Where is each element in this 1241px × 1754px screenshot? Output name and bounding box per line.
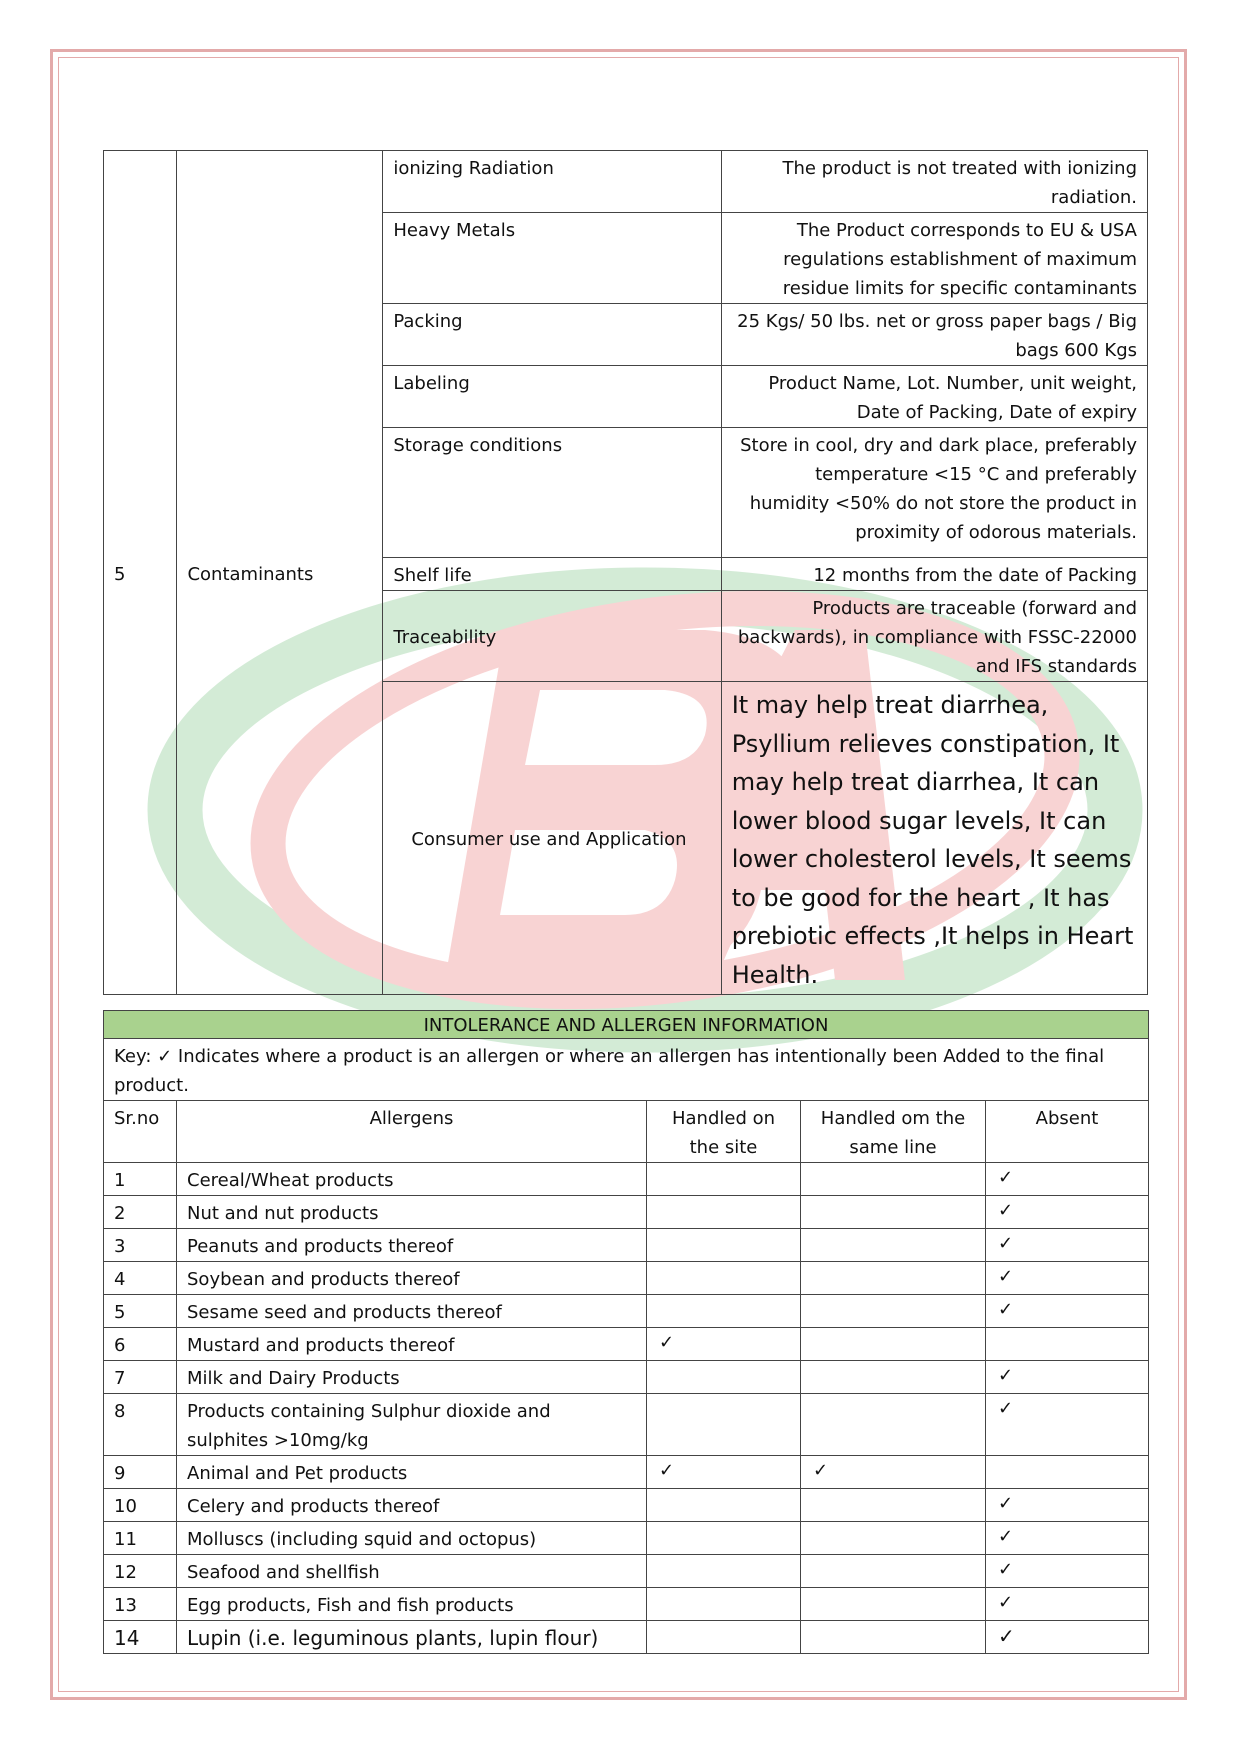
allergen-absent [986,1328,1149,1361]
allergen-srno: 2 [104,1196,177,1229]
allergen-key: Key: ✓ Indicates where a product is an allergen or where an allergen has intentionally been Added to the final product. [104,1039,1149,1101]
allergen-handled-site [647,1621,801,1654]
allergen-srno: 3 [104,1229,177,1262]
allergen-absent: ✓ [986,1555,1149,1588]
allergen-row [104,1621,1149,1654]
allergen-row [104,1295,1149,1328]
allergen-handled-line [801,1588,986,1621]
allergen-name: Cereal/Wheat products [177,1163,647,1196]
allergen-row [104,1328,1149,1361]
spec-value: 12 months from the date of Packing [721,558,1147,591]
allergen-row [104,1456,1149,1489]
allergen-handled-line [801,1489,986,1522]
allergen-srno: 7 [104,1361,177,1394]
spec-category: Contaminants [177,151,383,995]
allergen-absent: ✓ [986,1394,1149,1456]
allergen-srno: 10 [104,1489,177,1522]
allergen-absent: ✓ [986,1262,1149,1295]
allergen-handled-line [801,1394,986,1456]
allergen-absent [986,1456,1149,1489]
allergen-name: Peanuts and products thereof [177,1229,647,1262]
allergen-handled-site [647,1522,801,1555]
spec-row [104,151,1148,213]
allergen-absent: ✓ [986,1163,1149,1196]
allergen-row [104,1555,1149,1588]
allergen-row [104,1394,1149,1456]
allergen-handled-line [801,1163,986,1196]
allergen-name: Egg products, Fish and fish products [177,1588,647,1621]
allergen-srno: 9 [104,1456,177,1489]
spec-parameter: Traceability [383,591,721,682]
allergen-row [104,1229,1149,1262]
allergen-name: Celery and products thereof [177,1489,647,1522]
allergen-name: Molluscs (including squid and octopus) [177,1522,647,1555]
spec-value: The Product corresponds to EU & USA regulations establishment of maximum residue limits for specific contaminants [721,213,1147,304]
allergen-absent: ✓ [986,1588,1149,1621]
allergen-srno: 14 [104,1621,177,1654]
allergen-handled-site [647,1163,801,1196]
allergen-handled-site: ✓ [647,1328,801,1361]
allergen-srno: 6 [104,1328,177,1361]
allergen-row [104,1522,1149,1555]
allergen-absent: ✓ [986,1621,1149,1654]
allergen-absent: ✓ [986,1196,1149,1229]
spec-parameter: Heavy Metals [383,213,721,304]
allergen-handled-line [801,1361,986,1394]
allergen-handled-site [647,1361,801,1394]
allergen-handled-line [801,1555,986,1588]
allergen-srno: 1 [104,1163,177,1196]
allergen-name: Sesame seed and products thereof [177,1295,647,1328]
allergen-handled-line [801,1522,986,1555]
allergen-row [104,1196,1149,1229]
allergen-absent: ✓ [986,1229,1149,1262]
allergen-table-title: INTOLERANCE AND ALLERGEN INFORMATION [104,1011,1149,1039]
allergen-handled-site [647,1196,801,1229]
allergen-srno: 5 [104,1295,177,1328]
spec-parameter: Labeling [383,366,721,428]
allergen-srno: 11 [104,1522,177,1555]
allergen-key-row [104,1039,1149,1101]
allergen-handled-site: ✓ [647,1456,801,1489]
allergen-handled-site [647,1555,801,1588]
spec-row-number: 5 [104,151,177,995]
allergen-absent: ✓ [986,1295,1149,1328]
spec-value: It may help treat diarrhea, Psyllium relieves constipation, It may help treat diarrhea, It can lower blood sugar levels, It can lower cholesterol levels, It seems to be good for the heart , It has prebiotic effects ,It helps in Heart Health. [721,682,1147,995]
spec-value: Store in cool, dry and dark place, preferably temperature <15 °C and preferably humidity <50% do not store the product in proximity of odorous materials. [721,428,1147,558]
allergen-handled-line [801,1262,986,1295]
header-absent: Absent [986,1101,1149,1163]
allergen-name: Nut and nut products [177,1196,647,1229]
spec-parameter: ionizing Radiation [383,151,721,213]
allergen-srno: 8 [104,1394,177,1456]
allergen-row [104,1588,1149,1621]
allergen-name: Animal and Pet products [177,1456,647,1489]
header-srno: Sr.no [104,1101,177,1163]
spec-parameter: Shelf life [383,558,721,591]
allergen-srno: 13 [104,1588,177,1621]
allergen-handled-line [801,1229,986,1262]
spec-value: The product is not treated with ionizing radiation. [721,151,1147,213]
allergen-absent: ✓ [986,1361,1149,1394]
allergen-srno: 12 [104,1555,177,1588]
allergen-handled-site [647,1295,801,1328]
allergen-absent: ✓ [986,1522,1149,1555]
allergen-header-row [104,1101,1149,1163]
allergen-row [104,1489,1149,1522]
allergen-handled-line [801,1295,986,1328]
allergen-handled-line [801,1621,986,1654]
allergen-name: Seafood and shellfish [177,1555,647,1588]
spec-value: 25 Kgs/ 50 lbs. net or gross paper bags / Big bags 600 Kgs [721,304,1147,366]
allergen-name: Soybean and products thereof [177,1262,647,1295]
allergen-handled-site [647,1262,801,1295]
allergen-handled-site [647,1229,801,1262]
header-handled-line: Handled om the same line [801,1101,986,1163]
allergen-table [103,1010,1149,1654]
header-handled-site: Handled on the site [647,1101,801,1163]
allergen-handled-line [801,1196,986,1229]
spec-parameter: Consumer use and Application [383,682,721,995]
allergen-row [104,1163,1149,1196]
allergen-handled-site [647,1588,801,1621]
spec-value: Products are traceable (forward and backwards), in compliance with FSSC-22000 and IFS standards [721,591,1147,682]
allergen-srno: 4 [104,1262,177,1295]
allergen-handled-site [647,1394,801,1456]
specification-table [103,150,1148,995]
allergen-handled-line [801,1328,986,1361]
allergen-name: Milk and Dairy Products [177,1361,647,1394]
allergen-name: Mustard and products thereof [177,1328,647,1361]
allergen-name: Products containing Sulphur dioxide and sulphites >10mg/kg [177,1394,647,1456]
allergen-title-row [104,1011,1149,1039]
allergen-handled-line: ✓ [801,1456,986,1489]
allergen-row [104,1262,1149,1295]
allergen-row [104,1361,1149,1394]
allergen-name: Lupin (i.e. leguminous plants, lupin flour) [177,1621,647,1654]
spec-parameter: Storage conditions [383,428,721,558]
allergen-handled-site [647,1489,801,1522]
allergen-absent: ✓ [986,1489,1149,1522]
spec-value: Product Name, Lot. Number, unit weight, Date of Packing, Date of expiry [721,366,1147,428]
spec-parameter: Packing [383,304,721,366]
header-allergens: Allergens [177,1101,647,1163]
